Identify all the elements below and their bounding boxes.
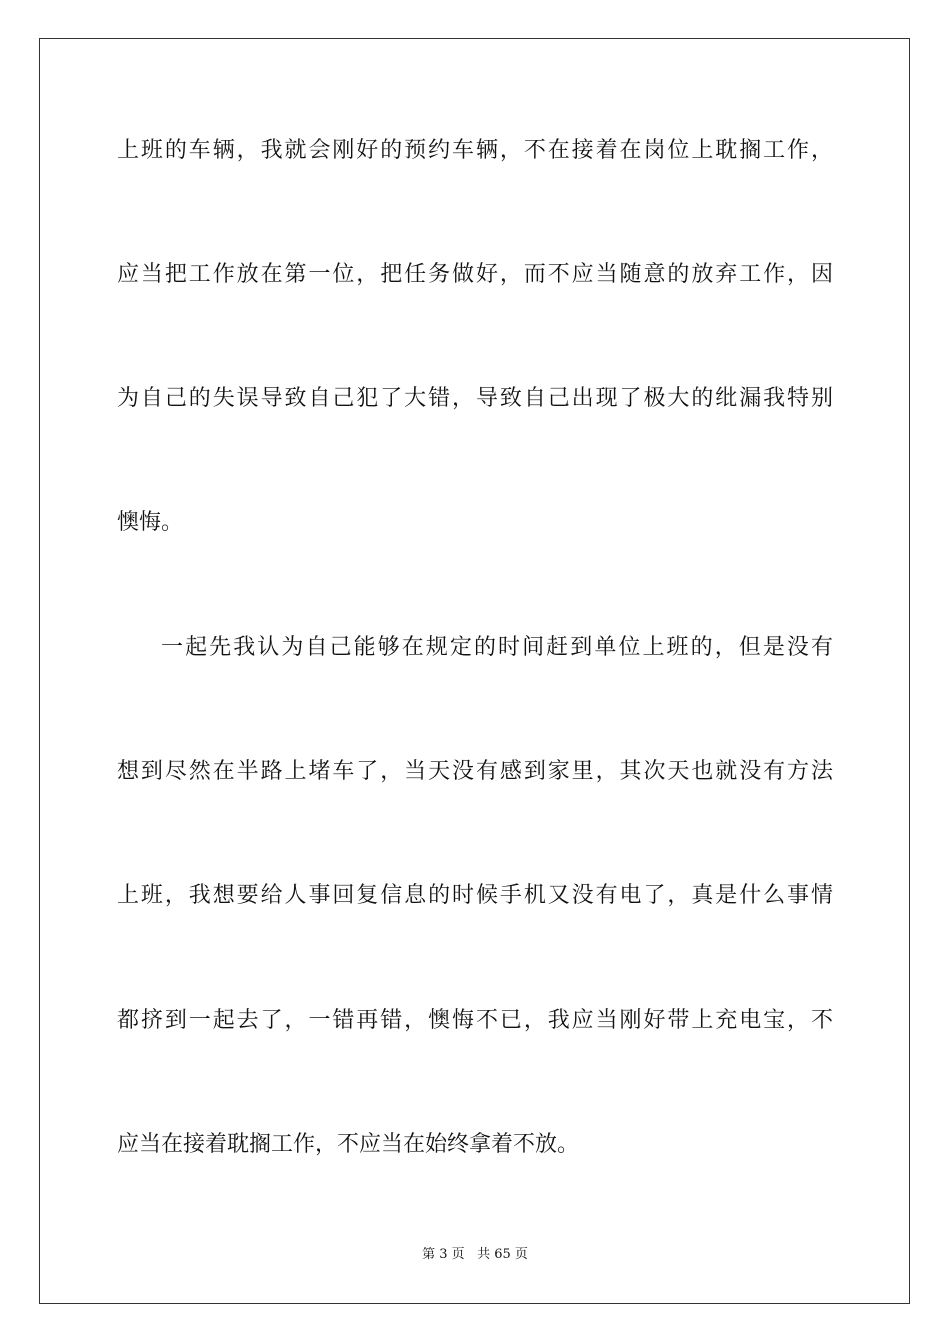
body-line-8: 都挤到一起去了，一错再错，懊悔不已，我应当刚好带上充电宝，不 bbox=[117, 1008, 833, 1033]
page-border bbox=[39, 38, 910, 1304]
paragraph-2-first-line: 一起先我认为自己能够在规定的时间赶到单位上班的，但是没有 bbox=[161, 635, 833, 660]
body-line-6: 想到尽然在半路上堵车了，当天没有感到家里，其次天也就没有方法 bbox=[117, 759, 833, 784]
body-line-3: 为自己的失误导致自己犯了大错，导致自己出现了极大的纰漏我特别 bbox=[117, 386, 833, 411]
page-number: 第 3 页 bbox=[422, 1247, 465, 1262]
total-pages: 共 65 页 bbox=[477, 1247, 528, 1262]
body-line-1: 上班的车辆，我就会刚好的预约车辆，不在接着在岗位上耽搁工作， bbox=[117, 138, 833, 163]
body-line-4: 懊悔。 bbox=[117, 510, 184, 535]
body-line-2: 应当把工作放在第一位，把任务做好，而不应当随意的放弃工作，因 bbox=[117, 262, 833, 287]
body-line-9: 应当在接着耽搁工作，不应当在始终拿着不放。 bbox=[117, 1132, 580, 1157]
page-footer bbox=[0, 1247, 950, 1263]
body-line-7: 上班，我想要给人事回复信息的时候手机又没有电了，真是什么事情 bbox=[117, 883, 833, 908]
